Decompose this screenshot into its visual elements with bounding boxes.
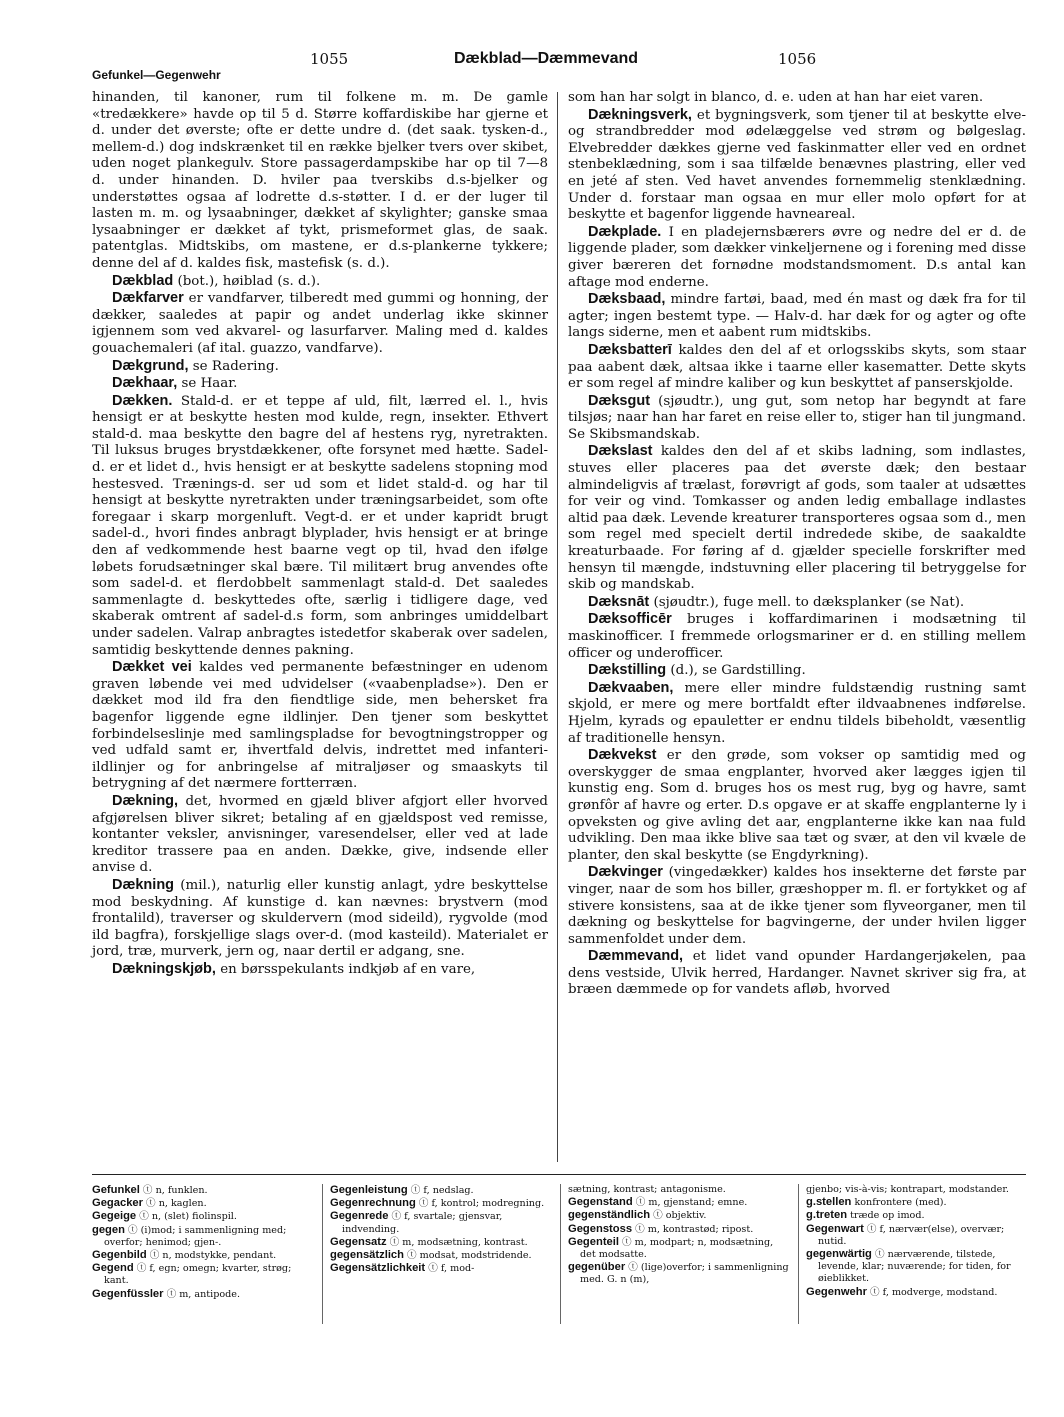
entry-text: mindre fartøi, baad, med én mast og dæk fra for til agter; ingen bestemt type. — Halv-d. har dæk for og agter og ofte langs siderne, men et aabent rum midtskibs. <box>568 292 1026 341</box>
entry-text: som han har solgt in blanco, d. e. uden at han har eiet varen. <box>568 90 984 105</box>
glossary-entry <box>806 1184 1028 1196</box>
entry-headword: Dæksgut <box>588 392 651 409</box>
entry-text: hinanden, til kanoner, rum til folkene m. m. De gamle «tredækkere» havde op til 5 d. Større koffardiskibe har gjerne et d. under det øverste; ofte er dette undre d. (det saak. tysken-d., mellem-d.) dog indskrænket til en række bjelker tvers over skibet, uden noget plankegulv. Store passagerdampskibe har op til 7—8 d. under hinanden. D. hviler paa tverskibs d.s-bjelker og understøttes ogsaa af lodrette d.s-støtter. I d. er der luger til lasten m. m. og lysaabninger, dækket af skylighter; ganske smaa lysaabninger er dækket af tykt, prismeformet glas, de saak. patentglas. Midtskibs, om mastene, er d.s-plankerne tykkere; denne del af d. kaldes fisk, mastefisk (s. d.). <box>92 90 548 271</box>
entry-headword: Dækket vei <box>112 659 192 676</box>
glossary-word: gegenüber <box>568 1261 626 1274</box>
entry-headword: Dækplade. <box>588 223 662 240</box>
glossary-column-2 <box>330 1184 552 1275</box>
entry-headword: Dækningskjøb, <box>112 960 216 977</box>
glossary-word: Gegensatz <box>330 1235 387 1248</box>
glossary-translation: ⓣ m, gjenstand; emne. <box>632 1197 748 1209</box>
glossary-entry <box>330 1210 552 1235</box>
entry-text: mere eller mindre fuldstændig rustning samt skjold, er mere og mere bortfaldt efter ildvaabnenes indførelse. Hjelm, kyrads og epauletter er endnu tildels bibeholdt, væsentlig af traditionelle hensyn. <box>568 680 1026 746</box>
entry-text: (sjøudtr.), ung gut, som netop har begyndt at fare tilsjøs; naar han har faret en reise eller to, stiger han til jungmand. Se Skibsmandskab. <box>568 393 1026 442</box>
glossary-word: Gegenrede <box>330 1210 389 1223</box>
glossary-translation: ⓣ modsat, modstridende. <box>403 1250 532 1262</box>
dictionary-entry <box>92 273 548 291</box>
glossary-word: g.stellen <box>806 1196 852 1209</box>
entry-headword: Dæksnāt <box>588 593 650 610</box>
glossary-word: gegenwärtig <box>806 1248 872 1261</box>
glossary-translation: ⓣ (i)mod; i sammenligning med; overfor; henimod; gjen-. <box>104 1224 287 1248</box>
footer-guide-words: Gefunkel—Gegenwehr <box>92 68 221 82</box>
glossary-entry <box>92 1210 314 1223</box>
dictionary-entry <box>92 375 548 393</box>
glossary-word: Gegenleistung <box>330 1184 408 1196</box>
entry-text: er den grøde, som vokser op samtidig med og overskygger de smaa engplanter, hvorved aker lægges igjen til kunstig eng. Som d. bruges hos os mest rug, byg og havre, samt grønfôr af havre og erter. D.s opgave er at skaffe engplanterne ly i opveksten og give avling det aar, engplanterne ikke kan naa fuld udvikling. Den maa ikke blive saa tæt og svær, at den vil kvæle de planter, den skal beskytte (se Engdyrkning). <box>568 748 1026 863</box>
entry-text: Stald-d. er et teppe af uld, filt, lærred el. l., hvis hensigt er at beskytte hesten mod kulde, regn, insekter. Ethvert stald-d. maa beskytte den bagre del af hestens ryg, nyretrakten. Til luksus bruges brystdækkener, ofte forsynet med hætte. Sadel-d. er et lidet d., hvis hensigt er at beskytte sadelens stopning mod hestesved. Trænings-d. ser ud som et lidet stald-d. og har til hensigt at beskytte nyretrakten under træningsarbeidet, som ofte foregaar i skarp morgenluft. Vegt-d. er et under kapridt brugt sadel-d., hvori findes anbragt blyplader, hvis hensigt er at bringe den af vedkommende hest baarne vegt op til, hvad den ifølge løbets forudsætninger skal bære. Til militært brug anvendes ofte som sadel-d. et flerdobbelt sammenlagt stald-d. Det saaledes sammenlagte d. beskyttedes ofte, særlig i tidligere dage, ved skaberak omtrent af sadel-d.s form, som anbringes umiddelbart under sadelen. Valrap anbragtes istedetfor skaberak over sadelen, samtidig beskyttende dennes pakning. <box>92 393 548 658</box>
dictionary-entry <box>568 107 1026 224</box>
column-divider <box>557 92 558 1162</box>
glossary-column-4 <box>806 1184 1028 1299</box>
glossary-word: Gegenrechnung <box>330 1197 416 1210</box>
dictionary-entry <box>92 290 548 357</box>
dictionary-entry <box>568 90 1026 107</box>
entry-headword: Dækgrund, <box>112 357 189 374</box>
glossary-column-3 <box>568 1184 790 1287</box>
footer-divider <box>92 1174 1026 1175</box>
glossary-translation: ⓣ f, svartale; gjensvar, indvending. <box>342 1211 503 1235</box>
entry-text: bruges i koffardimarinen i modsætning til maskinofficer. I fremmede orlogsmariner er d. en stilling mellem officer og underofficer. <box>568 612 1026 661</box>
entry-text: kaldes ved permanente befæstninger en udenom graven løbende vei med udvidelser («vaabenpladse»). Den er dækket mod ild fra den fiendtlige side, men behersket fra bagenfor liggende egne ildlinjer. Den tjener som beskyttet forbindelseslinje med samlingspladse for bevogtningstropper og ved udfald samt er, ihvertfald delvis, indrettet med infanteri-ildlinjer og for anbringelse af mitraljøser og smaaskyts til betrygning af det nærmere fortterræn. <box>92 660 548 792</box>
glossary-entry <box>568 1261 790 1286</box>
entry-headword: Dækning, <box>112 792 179 809</box>
dictionary-entry <box>568 680 1026 747</box>
glossary-word: Gegenteil <box>568 1235 619 1248</box>
entry-text: se Haar. <box>177 376 238 392</box>
glossary-entry <box>806 1248 1028 1286</box>
entry-headword: Dækvinger <box>588 864 663 881</box>
entry-headword: Dæksbatterī <box>588 341 672 358</box>
glossary-translation: ⓣ m, kontrastød; ripost. <box>632 1223 754 1235</box>
glossary-column-1 <box>92 1184 314 1301</box>
entry-text: det, hvormed en gjæld bliver afgjort eller hvorved afgjørelsen bliver sikret; betaling af en gjældspost ved remisse, kontanter veksler, anvisninger, varesendelser, eller ved at lade kreditor trassere paa en anden. Dække, give, indsende eller anvise d. <box>92 793 548 876</box>
glossary-entry <box>92 1249 314 1262</box>
entry-headword: Dækslast <box>588 443 653 460</box>
glossary-entry <box>806 1196 1028 1209</box>
glossary-divider <box>798 1184 799 1324</box>
right-text-column <box>568 90 1026 999</box>
entry-text: se Radering. <box>188 358 279 374</box>
entry-text: (d.), se Gardstilling. <box>666 663 806 679</box>
glossary-translation: konfrontere (med). <box>851 1197 947 1209</box>
entry-headword: Dæksbaad, <box>588 291 666 308</box>
glossary-entry <box>330 1236 552 1249</box>
entry-headword: Dæmmevand, <box>588 948 684 965</box>
glossary-translation: ⓣ m, modsætning, kontrast. <box>386 1236 528 1248</box>
dictionary-entry <box>92 877 548 961</box>
glossary-entry <box>806 1223 1028 1248</box>
glossary-translation: ⓣ n, funklen. <box>139 1185 208 1196</box>
glossary-translation: ⓣ f, mod- <box>425 1263 475 1275</box>
glossary-word: gegen <box>92 1223 125 1236</box>
glossary-entry <box>330 1197 552 1210</box>
glossary-translation: ⓣ nærværende, tilstede, levende, klar; nuværende; for tiden, for øieblikket. <box>818 1249 1011 1285</box>
entry-headword: Dækken. <box>112 392 173 409</box>
dictionary-entry <box>92 659 548 793</box>
dictionary-entry <box>568 662 1026 680</box>
glossary-translation: ⓣ f, nedslag. <box>407 1185 474 1196</box>
glossary-translation: ⓣ f, kontrol; modregning. <box>415 1198 545 1210</box>
glossary-word: Gegensätzlichkeit <box>330 1262 426 1275</box>
entry-text: kaldes den del af et orlogsskibs skyts, som staar paa aabent dæk, altsaa ikke i taarne eller kasematter. Dette skyts er som regel af mindre kaliber og kun beskyttet af panserskjolde. <box>568 342 1026 392</box>
entry-headword: Dækningsverk, <box>588 106 692 123</box>
glossary-entry <box>806 1209 1028 1222</box>
dictionary-entry <box>92 961 548 979</box>
entry-text: (vingedækker) kaldes hos insekterne det første par vinger, naar de som hos biller, græshopper m. fl. er fortykket og af stivere konsistens, saa at de ikke tjener som flyveorganer, men til dækning og beskyttelse for bagvingerne, der under hvilen ligger sammenfoldet under dem. <box>568 865 1026 947</box>
glossary-translation: ⓣ f, nærvær(else), overvær; nutid. <box>818 1223 1005 1247</box>
glossary-entry <box>92 1197 314 1210</box>
glossary-entry <box>568 1196 790 1209</box>
glossary-entry <box>92 1262 314 1287</box>
dictionary-entry <box>568 393 1026 444</box>
dictionary-entry <box>568 342 1026 393</box>
dictionary-entry <box>568 594 1026 612</box>
glossary-entry <box>92 1288 314 1301</box>
glossary-entry <box>806 1286 1028 1299</box>
glossary-translation: sætning, kontrast; antagonisme. <box>568 1184 726 1195</box>
entry-headword: Dækhaar, <box>112 375 178 392</box>
glossary-entry <box>92 1184 314 1197</box>
glossary-word: Gegenstoss <box>568 1222 633 1235</box>
glossary-entry <box>330 1184 552 1197</box>
glossary-translation: ⓣ n, kaglen. <box>143 1198 207 1210</box>
entry-text: kaldes den del af et skibs ladning, som indlastes, stuves eller placeres paa det øverste dæk; den bestaar almindeligvis af trælast, forøvrigt af gods, som taaler at udsættes for veir og vind. Tomkasser og anden ledig emballage indlastes altid paa dæk. Levende kreaturer transporteres ogsaa som d., men som regel med specielt dertil indrededе skibe, de saakaldte kreaturbaade. For føring af d. gjælder specielle forskrifter med hensyn til mængde, indstuvning eller placering til betryggelse for skib og mandskab. <box>568 444 1026 593</box>
glossary-word: Gegenwart <box>806 1222 864 1235</box>
dictionary-entry <box>92 90 548 273</box>
dictionary-entry <box>92 793 548 877</box>
page-number-right: 1056 <box>778 50 817 68</box>
entry-headword: Dækfarver <box>112 290 184 307</box>
glossary-entry <box>568 1209 790 1222</box>
entry-headword: Dækvaaben, <box>588 679 674 696</box>
glossary-translation: ⓣ m, antipode. <box>163 1288 241 1300</box>
entry-headword: Dækstilling <box>588 662 667 679</box>
glossary-word: Gegacker <box>92 1197 143 1210</box>
glossary-translation: gjenbo; vis-à-vis; kontrapart, modstander. <box>806 1184 1009 1195</box>
glossary-entry <box>330 1262 552 1275</box>
glossary-entry <box>568 1223 790 1236</box>
glossary-divider <box>322 1184 323 1324</box>
glossary-word: Gegeige <box>92 1210 137 1223</box>
entry-text: (mil.), naturlig eller kunstig anlagt, ydre beskyttelse mod beskydning. Af kunstige d. kan nævnes: brystvern (mod frontalild), traverser og skuldervern (mod sideild), rygvolde (mod ild bagfra), forskjellige slags over-d. (mod kasteild). Materialet er jord, træ, murverk, jern og, naar dertil er adgang, sne. <box>92 877 548 960</box>
entry-text: er vandfarver, tilberedt med gummi og honning, der dækker, saaledes at papir og andet underlag ikke skinner igjennem som ved akvarel- og lasurfarver. Maling med d. kaldes gouachemaleri (af ital. guazzo, vandfarve). <box>92 291 548 356</box>
glossary-translation: ⓣ objektiv. <box>650 1210 707 1222</box>
entry-text: (sjøudtr.), fuge mell. to dæksplanker (se Nat). <box>649 594 965 610</box>
entry-text: et bygningsverk, som tjener til at beskytte elve- og strandbredder mod ødelæggelse ved strøm og bølgeslag. Elvebredder dækkes gjerne ved faskinmatter eller ved en ordnet stenbeklædning, som i saa tilfælde benævnes plastring, eller ved en jeté af sten. Ved havet anvendes fornemmelig stenklædning. Under d. forstaar man ogsaa en mur eller molo opført for at beskytte et bagenfor liggende havneareal. <box>568 107 1026 223</box>
glossary-entry <box>330 1249 552 1262</box>
entry-headword: Dækning <box>112 876 175 893</box>
entry-text: I en pladejernsbærers øvre og nedre del er d. de liggende plader, som dækker vinkeljernene og i forening med disse giver bæreren det fornødne modstandsmoment. D.s antal kan aftage mod enderne. <box>568 224 1026 290</box>
glossary-translation: ⓣ n, (slet) fiolinspil. <box>136 1211 237 1223</box>
glossary-word: Gegenwehr <box>806 1285 867 1298</box>
glossary-word: Gefunkel <box>92 1184 140 1196</box>
dictionary-entry <box>568 611 1026 662</box>
glossary-entry <box>568 1184 790 1196</box>
glossary-translation: ⓣ m, modpart; n, modsætning, det modsatte. <box>580 1236 774 1261</box>
glossary-divider <box>560 1184 561 1324</box>
glossary-translation: ⓣ f, egn; omegn; kvarter, strøg; kant. <box>104 1263 292 1287</box>
entry-text: (bot.), høiblad (s. d.). <box>173 273 321 289</box>
dictionary-entry <box>568 948 1026 999</box>
entry-headword: Dækblad <box>112 272 174 289</box>
glossary-word: Gegenbild <box>92 1249 147 1262</box>
glossary-entry <box>568 1236 790 1261</box>
glossary-word: gegenständlich <box>568 1209 651 1222</box>
glossary-word: gegensätzlich <box>330 1249 404 1262</box>
dictionary-entry <box>568 864 1026 948</box>
glossary-translation: ⓣ f, modverge, modstand. <box>866 1286 998 1298</box>
entry-text: et lidet vand opunder Hardangerjøkelen, paa dens vestside, Ulvik herred, Hardanger. Navnet skriver sig fra, at bræen dæmmede op for vandets afløb, hvorved <box>568 949 1026 998</box>
dictionary-entry <box>568 443 1026 593</box>
dictionary-entry <box>92 358 548 376</box>
left-text-column <box>92 90 548 978</box>
dictionary-entry <box>568 291 1026 342</box>
entry-headword: Dækvekst <box>588 747 657 764</box>
dictionary-entry <box>568 224 1026 291</box>
page-number-left: 1055 <box>310 50 349 68</box>
glossary-translation: ⓣ n, modstykke, pendant. <box>146 1250 277 1262</box>
entry-text: en børsspekulants indkjøb af en vare, <box>215 961 476 977</box>
glossary-translation: træde op imod. <box>847 1210 925 1222</box>
glossary-word: Gegenstand <box>568 1196 633 1209</box>
glossary-word: g.treten <box>806 1209 848 1222</box>
running-title: Dækblad—Dæmmevand <box>454 50 639 67</box>
glossary-word: Gegenfüssler <box>92 1287 164 1300</box>
dictionary-entry <box>568 747 1026 864</box>
dictionary-entry <box>92 393 548 660</box>
glossary-translation: ⓣ (lige)overfor; i sammenligning med. G. n (m), <box>580 1262 789 1286</box>
glossary-entry <box>92 1224 314 1249</box>
entry-headword: Dæksofficēr <box>588 611 672 628</box>
glossary-word: Gegend <box>92 1262 134 1275</box>
